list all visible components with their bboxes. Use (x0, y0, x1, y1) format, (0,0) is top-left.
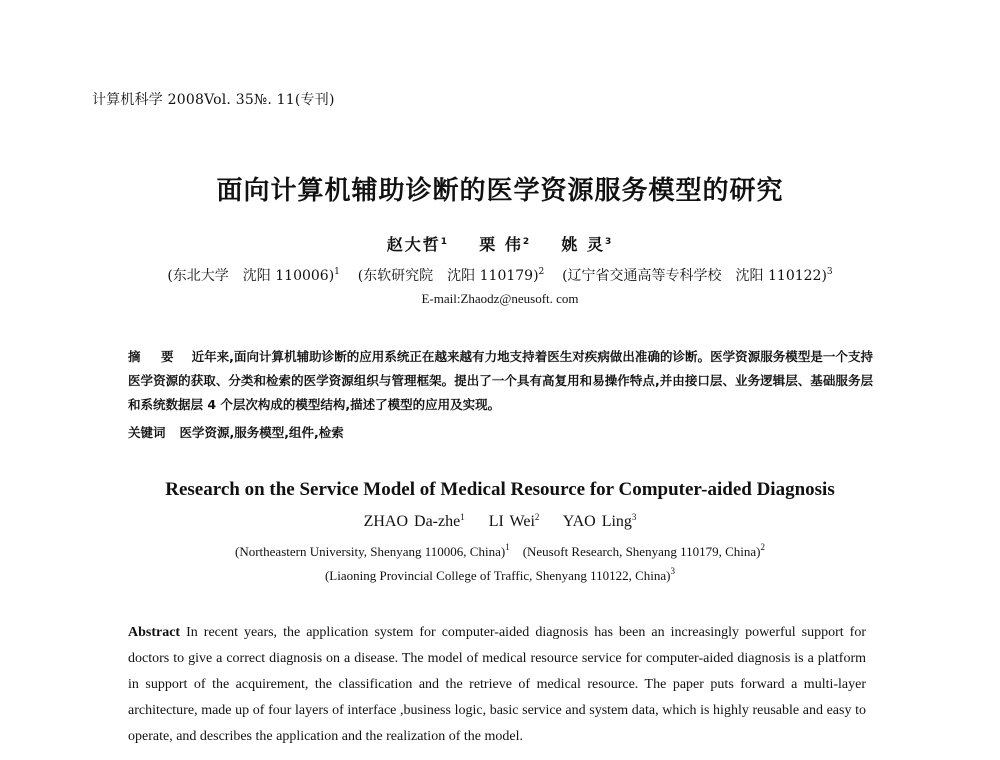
affiliation: (东北大学 沈阳 110006) (167, 268, 335, 284)
author-superscript: 1 (460, 512, 465, 522)
english-title: Research on the Service Model of Medical Resource for Computer-aided Diagnosis (165, 479, 835, 500)
running-head: 计算机科学 2008Vol. 35№. 11(专刊) (92, 92, 335, 108)
author-name: 姚 灵 (561, 235, 605, 254)
chinese-abstract (128, 345, 873, 417)
author-name: ZHAO Da-zhe (363, 513, 461, 530)
affiliation-superscript: 1 (505, 542, 510, 552)
affiliation: (东软研究院 沈阳 110179) (357, 268, 539, 284)
english-abstract (128, 620, 866, 750)
abstract-text: 近年来,面向计算机辅助诊断的应用系统正在越来越有力地支持着医生对疾病做出准确的诊断。医学资源服务模型是一个支持医学资源的获取、分类和检索的医学资源组织与管理框架。提出了一个具有高复用和易操作特点,并由接口层、业务逻辑层、基础服务层和系统数据层 4 个层次构成的模型结构,描述了模型的应用及实现。 (128, 349, 873, 412)
author-name: YAO Ling (562, 513, 632, 530)
author-name: 栗 伟 (479, 235, 523, 254)
author-superscript: 1 (440, 237, 450, 247)
author-name: 赵大哲 (386, 235, 441, 254)
keywords-label: 关键词 (128, 425, 166, 440)
affiliation-superscript: 1 (334, 267, 340, 277)
english-affiliations-line-2 (0, 568, 1000, 584)
english-authors (0, 513, 1000, 531)
abstract-label: Abstract (128, 625, 181, 640)
affiliation: (辽宁省交通高等专科学校 沈阳 110122) (562, 268, 827, 284)
affiliation: (Northeastern University, Shenyang 110006, China) (235, 544, 506, 559)
author-superscript: 3 (631, 512, 637, 522)
author-superscript: 2 (522, 237, 532, 247)
abstract-label: 摘 要 (128, 349, 178, 364)
author-name: LI Wei (488, 513, 535, 530)
english-affiliations-line-1 (0, 544, 1000, 560)
keywords-text: 医学资源,服务模型,组件,检索 (179, 425, 344, 440)
affiliation: (Liaoning Provincial College of Traffic, Shenyang 110122, China) (324, 568, 671, 583)
author-superscript: 3 (605, 237, 614, 247)
chinese-title: 面向计算机辅助诊断的医学资源服务模型的研究 (216, 176, 784, 206)
chinese-keywords (128, 423, 344, 441)
affiliation-superscript: 2 (538, 267, 545, 277)
chinese-authors (0, 232, 1000, 255)
affiliation-superscript: 3 (826, 267, 833, 277)
affiliation-superscript: 2 (760, 542, 765, 552)
author-superscript: 2 (534, 512, 540, 522)
chinese-affiliations (0, 265, 1000, 285)
affiliation-superscript: 3 (670, 566, 676, 576)
abstract-text: In recent years, the application system for computer-aided diagnosis has been an increasingly powerful support for doctors to give a correct diagnosis on a disease. The model of medical resource service for computer-aided diagnosis is a platform in support of the acquirement, the classification and the retrieve of medical resource. The paper puts forward a multi-layer architecture, made up of four layers of interface ,business logic, basic service and system data, which is highly reusable and easy to operate, and describes the application and the realization of the model. (128, 625, 866, 744)
email: E-mail:Zhaodz@neusoft. com (421, 291, 579, 306)
affiliation: (Neusoft Research, Shenyang 110179, China) (522, 544, 761, 559)
